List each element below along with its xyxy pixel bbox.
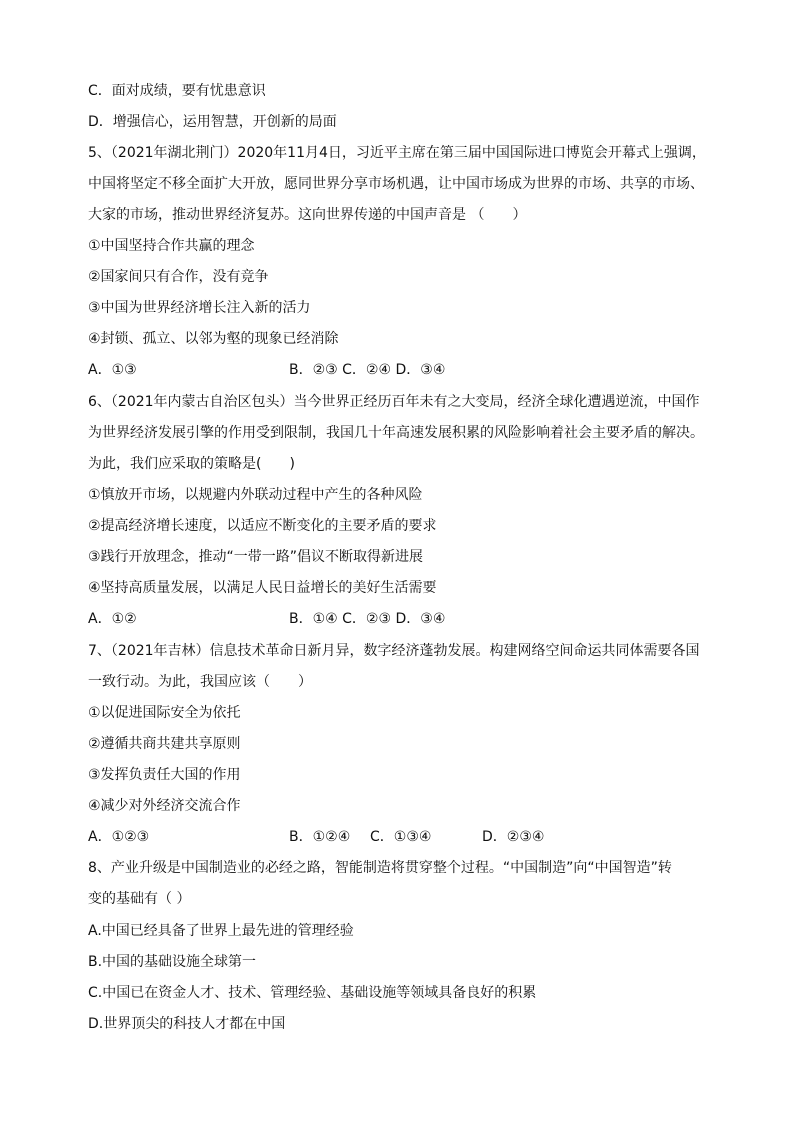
q8-option-a: A.中国已经具备了世界上最先进的管理经验	[88, 923, 354, 939]
q5-statement-4: ④封锁、孤立、以邻为壑的现象已经消除	[88, 331, 339, 347]
q7-statement-4: ④减少对外经济交流合作	[88, 798, 241, 814]
q8-option-d: D.世界顶尖的科技人才都在中国	[88, 1016, 286, 1032]
q8-option-c: C.中国已在资金人才、技术、管理经验、基础设施等领域具备良好的积累	[88, 985, 537, 1001]
q5-choices-bcd: B．②③ C．②④ D．③④	[289, 362, 446, 378]
q5-stem-line-1: 5、（2021年湖北荆门）2020年11月4日，习近平主席在第三届中国国际进口博览会开幕式上强调，	[88, 145, 706, 161]
q7-statement-2: ②遵循共商共建共享原则	[88, 736, 241, 752]
q4-option-d: D．增强信心，运用智慧，开创新的局面	[88, 114, 337, 130]
q7-choice-a: A．①②③	[88, 829, 150, 845]
q5-stem-line-3: 大家的市场，推动世界经济复苏。这向世界传递的中国声音是 （ ）	[88, 207, 527, 223]
q6-statement-3: ③践行开放理念，推动“一带一路”倡议不断取得新进展	[88, 549, 424, 565]
q6-choices-bcd: B．①④ C．②③ D．③④	[289, 611, 446, 627]
q6-statement-2: ②提高经济增长速度，以适应不断变化的主要矛盾的要求	[88, 518, 437, 534]
q7-choice-b: B．①②④	[289, 829, 351, 845]
q7-stem-line-2: 一致行动。为此，我国应该（ ）	[88, 674, 312, 690]
q5-stem-line-2: 中国将坚定不移全面扩大开放，愿同世界分享市场机遇，让中国市场成为世界的市场、共享的市场、	[88, 176, 704, 192]
q7-statement-3: ③发挥负责任大国的作用	[88, 767, 241, 783]
q6-choice-a: A．①②	[88, 611, 137, 627]
q7-choice-d: D．②③④	[482, 829, 545, 845]
q6-stem-line-1: 6、（2021年内蒙古自治区包头）当今世界正经历百年未有之大变局，经济全球化遭遇逆流，中国作	[88, 394, 700, 410]
q8-stem-line-2: 变的基础有（ ）	[88, 891, 191, 907]
q6-stem-line-3: 为此，我们应采取的策略是( )	[88, 456, 295, 472]
q6-stem-line-2: 为世界经济发展引擎的作用受到限制，我国几十年高速发展积累的风险影响着社会主要矛盾的解决。	[88, 425, 704, 441]
q4-option-c: C．面对成绩，要有忧患意识	[88, 83, 266, 99]
q8-stem-line-1: 8、产业升级是中国制造业的必经之路，智能制造将贯穿整个过程。“中国制造”向“中国智造”转	[88, 860, 672, 876]
q5-statement-2: ②国家间只有合作，没有竞争	[88, 269, 269, 285]
q7-choice-c: C．①③④	[370, 829, 432, 845]
q6-statement-1: ①慎放开市场，以规避内外联动过程中产生的各种风险	[88, 487, 423, 503]
q5-choice-a: A．①③	[88, 362, 137, 378]
q7-stem-line-1: 7、（2021年吉林）信息技术革命日新月异，数字经济蓬勃发展。构建网络空间命运共同体需要各国	[88, 643, 700, 659]
q5-statement-3: ③中国为世界经济增长注入新的活力	[88, 300, 311, 316]
q8-option-b: B.中国的基础设施全球第一	[88, 954, 257, 970]
q7-statement-1: ①以促进国际安全为依托	[88, 705, 241, 721]
q5-statement-1: ①中国坚持合作共赢的理念	[88, 238, 255, 254]
q6-statement-4: ④坚持高质量发展，以满足人民日益增长的美好生活需要	[88, 580, 437, 596]
